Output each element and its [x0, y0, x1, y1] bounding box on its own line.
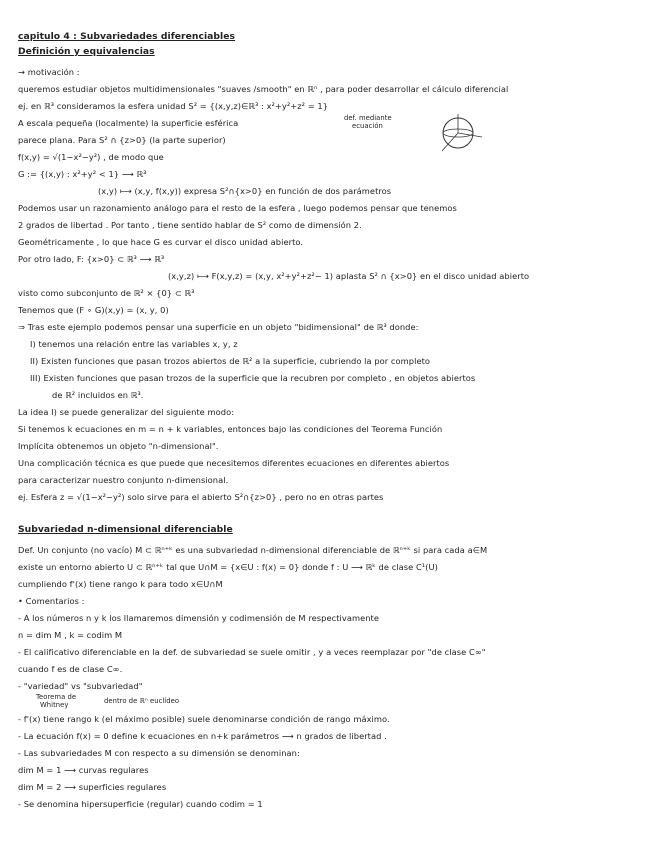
- text-line: A escala pequeña (localmente) la superficie esférica: [18, 118, 239, 128]
- text-line: Si tenemos k ecuaciones en m = n + k variables, entonces bajo las condiciones del Teorema Función: [18, 424, 443, 434]
- note-ecuacion: ecuación: [352, 122, 383, 130]
- text-line: - f'(x) tiene rango k (el máximo posible) suele denominarse condición de rango máximo.: [18, 714, 390, 724]
- sphere-sketch-icon: [432, 113, 488, 157]
- text-line: 2 grados de libertad . Por tanto , tiene sentido hablar de S² como de dimensión 2.: [18, 220, 362, 230]
- note-euclideo: dentro de ℝⁿ euclídeo: [104, 697, 180, 705]
- note-whitney: Whitney: [40, 701, 69, 709]
- text-line: III) Existen funciones que pasan trozos de la superficie que la recubren por completo , en objetos abiertos: [30, 373, 476, 383]
- text-line: • Comentarios :: [18, 596, 85, 606]
- text-line: - A los números n y k los llamaremos dimensión y codimensión de M respectivamente: [18, 613, 380, 623]
- text-line: Tenemos que (F ∘ G)(x,y) = (x, y, 0): [18, 305, 169, 315]
- text-line: parece plana. Para S² ∩ {z>0} (la parte superior): [18, 135, 226, 145]
- text-line: dim M = 2 ⟶ superficies regulares: [18, 782, 167, 792]
- text-line: ⇒ Tras este ejemplo podemos pensar una superficie en un objeto "bidimensional" de ℝ³ donde:: [18, 322, 419, 332]
- text-line: Por otro lado, F: {x>0} ⊂ ℝ³ ⟶ ℝ³: [18, 254, 165, 264]
- text-line: (x,y) ⟼ (x,y, f(x,y)) expresa S²∩{x>0} en función de dos parámetros: [98, 186, 392, 196]
- page-title: capitulo 4 : Subvariedades diferenciables: [18, 31, 236, 42]
- text-line: Implícita obtenemos un objeto "n-dimensional".: [18, 441, 219, 451]
- text-line: cumpliendo f'(x) tiene rango k para todo x∈U∩M: [18, 579, 223, 589]
- text-line: - La ecuación f(x) = 0 define k ecuaciones en n+k parámetros ⟶ n grados de libertad .: [18, 731, 387, 741]
- text-line: → motivación :: [18, 67, 80, 77]
- text-line: Podemos usar un razonamiento análogo para el resto de la esfera , luego podemos pensar que tenemos: [18, 203, 457, 213]
- text-line: queremos estudiar objetos multidimensionales "suaves /smooth" en ℝⁿ , para poder desarrollar el cálculo diferencial: [18, 84, 509, 94]
- text-line: para caracterizar nuestro conjunto n-dimensional.: [18, 475, 229, 485]
- text-line: f(x,y) = √(1−x²−y²) , de modo que: [18, 152, 164, 162]
- text-line: ej. Esfera z = √(1−x²−y²) solo sirve para el abierto S²∩{z>0} , pero no en otras partes: [18, 492, 384, 502]
- text-line: existe un entorno abierto U ⊂ ℝⁿ⁺ᵏ tal que U∩M = {x∈U : f(x) = 0} donde f : U ⟶ ℝᵏ de clase C¹(U): [18, 562, 438, 572]
- text-line: dim M = 1 ⟶ curvas regulares: [18, 765, 149, 775]
- text-line: La idea I) se puede generalizar del siguiente modo:: [18, 407, 235, 417]
- text-line: Una complicación técnica es que puede que necesitemos diferentes ecuaciones en diferentes abiertos: [18, 458, 450, 468]
- text-line: - Las subvariedades M con respecto a su dimensión se denominan:: [18, 748, 300, 758]
- text-line: cuando f es de clase C∞.: [18, 664, 123, 674]
- text-line: Def. Un conjunto (no vacío) M ⊂ ℝⁿ⁺ᵏ es una subvariedad n-dimensional diferenciable de ℝⁿ⁺ᵏ si para cada a∈M: [18, 545, 488, 555]
- section-heading: Subvariedad n-dimensional diferenciable: [18, 524, 233, 535]
- text-line: - El calificativo diferenciable en la def. de subvariedad se suele omitir , y a veces reemplazar por "de clase C∞": [18, 647, 486, 657]
- text-line: visto como subconjunto de ℝ² × {0} ⊂ ℝ³: [18, 288, 195, 298]
- text-line: Geométricamente , lo que hace G es curvar el disco unidad abierto.: [18, 237, 304, 247]
- text-line: I) tenemos una relación entre las variables x, y, z: [30, 339, 238, 349]
- note-definicion: def. mediante: [344, 114, 392, 122]
- section-subtitle: Definición y equivalencias: [18, 46, 155, 57]
- text-line: n = dim M , k = codim M: [18, 630, 123, 640]
- text-line: de ℝ² incluidos en ℝ³.: [52, 390, 144, 400]
- text-line: - "variedad" vs "subvariedad": [18, 681, 143, 691]
- text-line: G := {(x,y) : x²+y² < 1} ⟶ ℝ³: [18, 169, 147, 179]
- note-teorema: Teorema de: [36, 693, 77, 701]
- text-line: (x,y,z) ⟼ F(x,y,z) = (x,y, x²+y²+z²− 1) aplasta S² ∩ {x>0} en el disco unidad abierto: [168, 271, 530, 281]
- text-line: II) Existen funciones que pasan trozos abiertos de ℝ² a la superficie, cubriendo la por completo: [30, 356, 431, 366]
- text-line: ej. en ℝ³ consideramos la esfera unidad S² = {(x,y,z)∈ℝ³ : x²+y²+z² = 1}: [18, 101, 329, 111]
- text-line: - Se denomina hipersuperficie (regular) cuando codim = 1: [18, 799, 263, 809]
